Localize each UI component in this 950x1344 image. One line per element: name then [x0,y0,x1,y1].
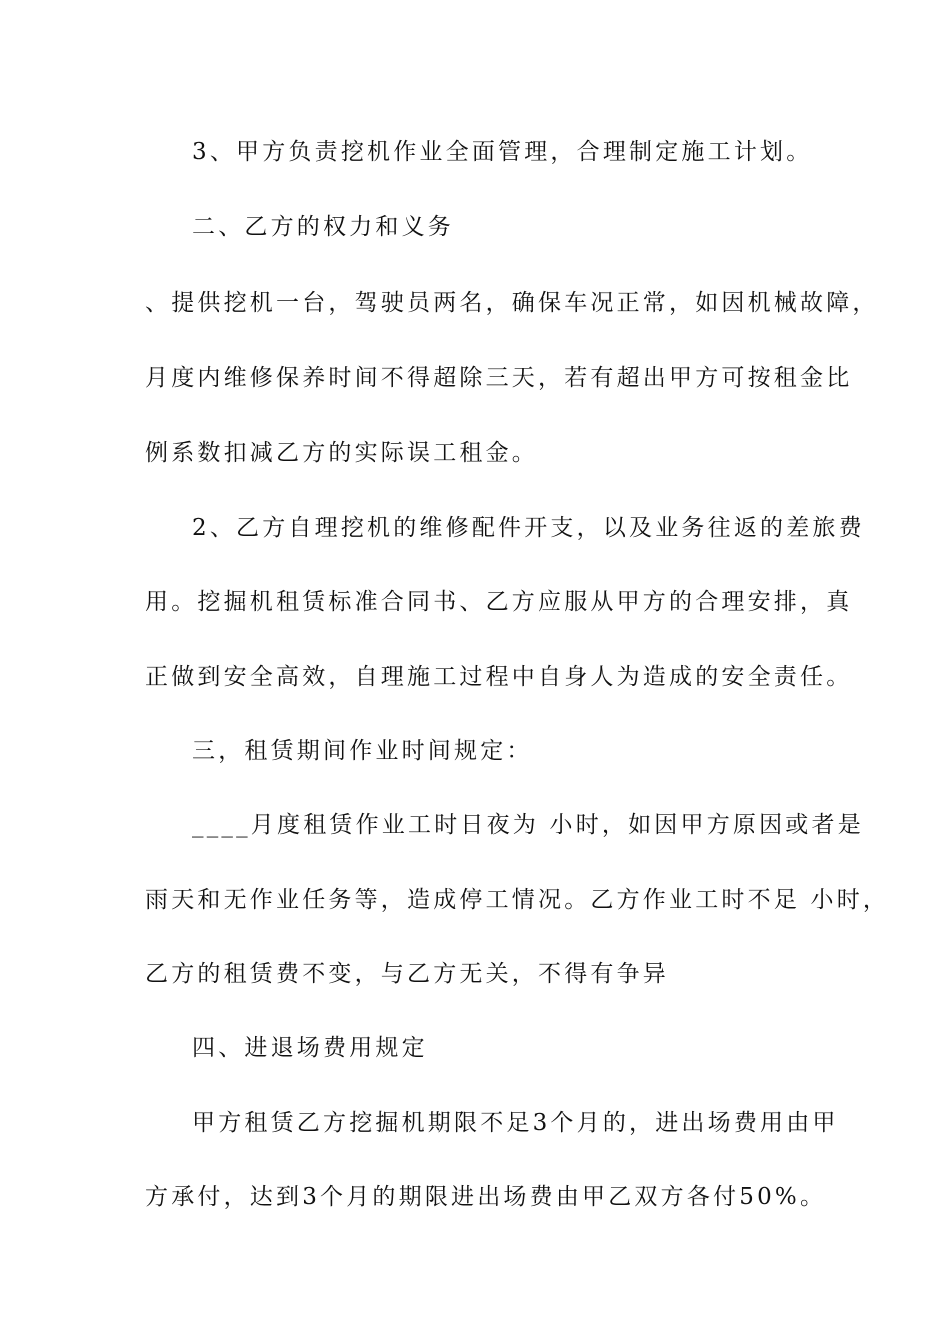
paragraph-line: 雨天和无作业任务等，造成停工情况。乙方作业工时不足 小时， [145,887,890,913]
paragraph-line: 月度内维修保养时间不得超除三天，若有超出甲方可按租金比 [145,365,853,391]
section-heading: 三，租赁期间作业时间规定： [192,738,533,764]
paragraph-line: 2、乙方自理挖机的维修配件开支，以及业务往返的差旅费 [192,515,865,541]
paragraph-line: 例系数扣减乙方的实际误工租金。 [145,440,538,466]
paragraph-line: 正做到安全高效，自理施工过程中自身人为造成的安全责任。 [145,664,853,690]
paragraph-line: 用。挖掘机租赁标准合同书、乙方应服从甲方的合理安排，真 [145,589,853,615]
section-heading: 二、乙方的权力和义务 [192,214,454,240]
section-heading: 四、进退场费用规定 [192,1035,428,1061]
paragraph-line: ____月度租赁作业工时日夜为 小时，如因甲方原因或者是 [192,812,864,838]
paragraph-line: 3、甲方负责挖机作业全面管理，合理制定施工计划。 [192,139,813,165]
paragraph-line: 、提供挖机一台，驾驶员两名，确保车况正常，如因机械故障， [145,290,879,316]
paragraph-line: 甲方租赁乙方挖掘机期限不足3个月的，进出场费用由甲 [192,1110,839,1136]
paragraph-line: 方承付，达到3个月的期限进出场费由甲乙双方各付50%。 [145,1184,827,1210]
paragraph-line: 乙方的租赁费不变，与乙方无关，不得有争异 [145,961,669,987]
